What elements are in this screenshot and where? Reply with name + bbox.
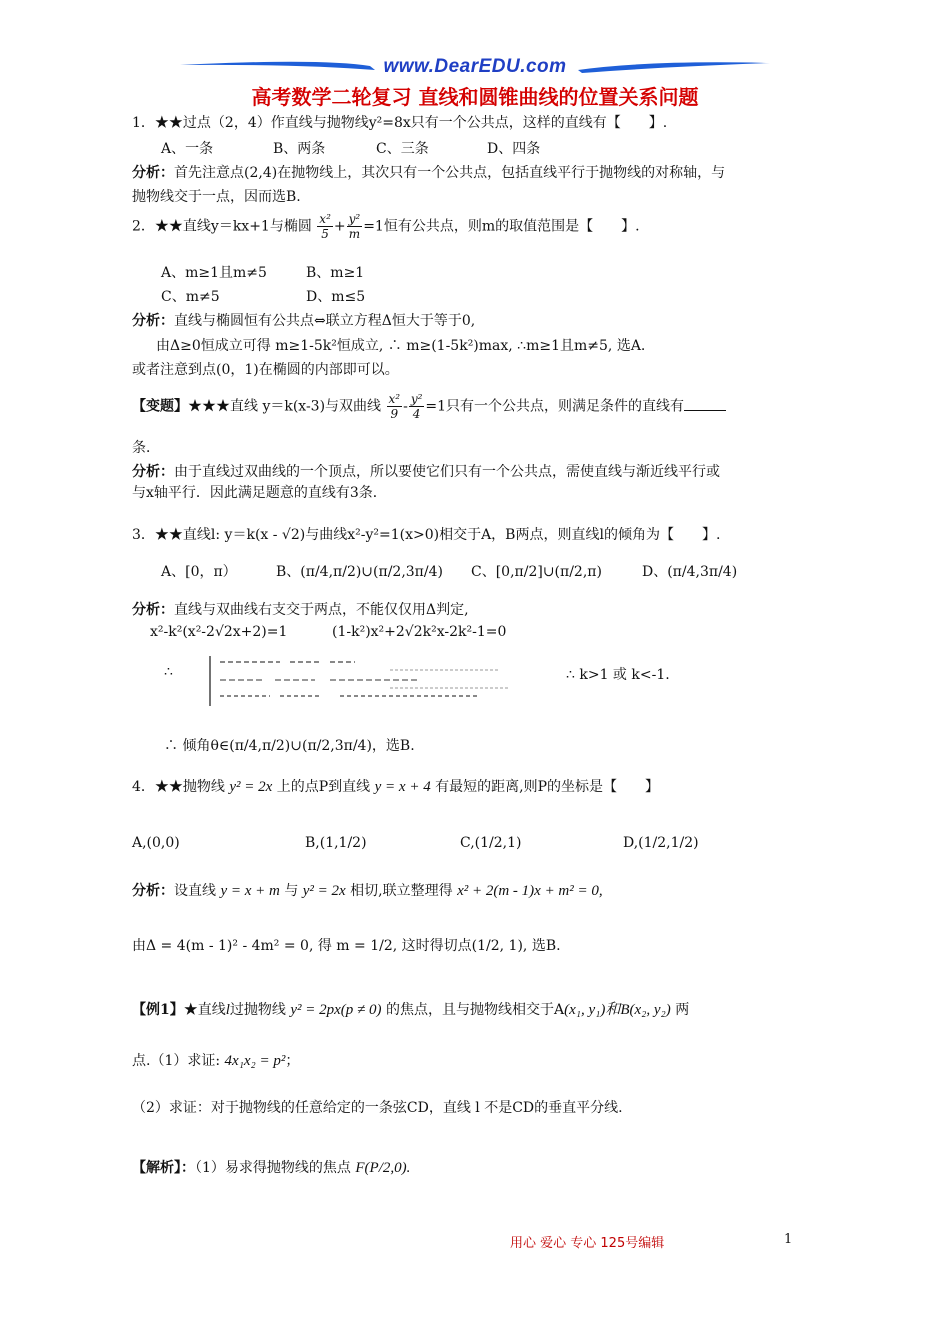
q1-analysis-line1: 首先注意点(2,4)在抛物线上，其次只有一个公共点，包括直线平行于抛物线的对称轴，与	[174, 165, 726, 181]
q2-option-b: B、m≥1	[306, 265, 365, 281]
example1-solution	[132, 1157, 410, 1177]
footer-text: 用心 爱心 专心 125号编辑	[510, 1236, 665, 1251]
page-number: 1	[784, 1232, 793, 1247]
q4-stem-b: 上的点P到直线	[276, 779, 371, 795]
example1-points: (x₁, y₁)和B(x₂, y₂)	[564, 1002, 671, 1018]
example1-parabola: y² = 2px(p ≠ 0)	[290, 1002, 382, 1018]
variant-stem-c: 条．	[132, 440, 160, 456]
q4-option-a: A,(0,0)	[132, 835, 180, 851]
example1-stem-c: 的焦点，且与抛物线相交于A	[386, 1002, 565, 1018]
variant-fraction-y: $\frac{\text{y²}}{4}$	[410, 392, 423, 421]
q2-stem-a: 2．★★直线y＝kx+1与椭圆	[132, 218, 312, 235]
page-title: 高考数学二轮复习 直线和圆锥曲线的位置关系问题	[251, 85, 699, 109]
solution-text: （1）易求得抛物线的焦点	[195, 1160, 351, 1176]
q4-analysis-line2: 由Δ = 4(m - 1)² - 4m² = 0, 得 m = 1/2, 这时得切点(1/2, 1), 选B.	[132, 938, 561, 954]
q3-option-b: B、(π/4,π/2)∪(π/2,3π/4)	[276, 564, 443, 580]
q4-stem	[132, 776, 659, 796]
q3-therefore: ∴	[164, 664, 173, 680]
q4-line: y = x + 4	[374, 779, 431, 795]
q3-option-a: A、[0，π）	[161, 564, 237, 580]
variant-analysis-line1: 由于直线过双曲线的一个顶点，所以要使它们只有一个公共点，需使直线与渐近线平行或	[174, 464, 720, 480]
q3-equation-1: x²-k²(x²-2√2x+2)=1	[150, 624, 288, 640]
q1-analysis-line2: 抛物线交于一点，因而选B.	[132, 189, 301, 205]
q2-analysis-line1: 直线与椭圆恒有公共点⇔联立方程Δ恒大于等于0,	[174, 313, 476, 329]
analysis-label: 分析：	[132, 464, 174, 480]
q4-stem-a: 4．★★抛物线	[132, 779, 225, 795]
variant-stem-b: =1只有一个公共点，则满足条件的直线有	[425, 398, 685, 415]
answer-blank[interactable]	[684, 398, 726, 411]
q3-option-c: C、[0,π/2]∪(π/2,π)	[471, 564, 602, 580]
q3-result: ∴ k>1 或 k<-1.	[566, 667, 670, 683]
example1-label: 【例1】	[132, 1002, 184, 1018]
faint-system-image	[200, 652, 520, 712]
q2-analysis-line3: 或者注意到点(0，1)在椭圆的内部即可以。	[132, 362, 399, 378]
q3-option-d: D、(π/4,3π/4)	[642, 564, 738, 580]
example1-part1	[132, 1050, 299, 1070]
q4-analysis-line: y = x + m	[220, 883, 280, 899]
example1-stem	[132, 998, 689, 1019]
q3-analysis	[132, 599, 469, 619]
analysis-label: 分析：	[132, 602, 174, 618]
q2-option-c: C、m≠5	[161, 289, 220, 305]
q2-analysis-line2: 由Δ≥0恒成立可得 m≥1-5k²恒成立, ∴ m≥(1-5k²)max, ∴m≥1且m≠5, 选A.	[156, 338, 646, 354]
q2-stem-b: =1恒有公共点，则m的取值范围是【 】.	[363, 218, 640, 235]
q4-analysis-a: 设直线	[174, 883, 216, 899]
example1-stem-b: 过抛物线	[229, 1002, 286, 1018]
q1-stem: 1．★★过点（2，4）作直线与抛物线y²=8x只有一个公共点，这样的直线有【 】.	[132, 115, 668, 131]
q4-stem-c: 有最短的距离,则P的坐标是【 】	[435, 779, 660, 795]
q2-fraction-x: $\frac{\text{x²}}{5}$	[319, 212, 331, 241]
q2-analysis	[132, 310, 475, 330]
q4-analysis-b: 与	[284, 883, 299, 899]
variant-stem: 【变题】★★★直线 y＝k(x-3)与双曲线 $\frac{\text{x²}}{9}$ - $\frac{\text{y²}}{4}$ =1只有一个公共点，则满足条件的直线有	[132, 392, 726, 421]
example1-line-symbol: l	[225, 1002, 230, 1018]
q3-equation-2: (1-k²)x²+2√2k²x-2k²-1=0	[332, 624, 507, 640]
variant-stem-a: ★★★直线 y＝k(x-3)与双曲线	[188, 398, 382, 415]
q1-option-a: A、一条	[161, 141, 214, 157]
q4-analysis	[132, 880, 603, 900]
example1-stem-d: 两	[675, 1002, 690, 1018]
analysis-label: 分析：	[132, 313, 174, 329]
analysis-label: 分析：	[132, 165, 174, 181]
site-name[interactable]: www.DearEDU.com	[383, 56, 567, 77]
variant-analysis	[132, 461, 720, 481]
q4-analysis-c: 相切,联立整理得	[350, 883, 453, 899]
q1-option-b: B、两条	[273, 141, 326, 157]
example1-part1-label: 点.（1）求证:	[132, 1053, 221, 1069]
q3-conclusion: ∴ 倾角θ∈(π/4,π/2)∪(π/2,3π/4)，选B.	[164, 738, 415, 754]
example1-semicolon: ；	[285, 1053, 300, 1069]
q2-option-a: A、m≥1且m≠5	[161, 265, 267, 281]
example1-part2: （2）求证：对于抛物线的任意给定的一条弦CD，直线 l 不是CD的垂直平分线.	[132, 1100, 623, 1116]
q4-analysis-equation: x² + 2(m - 1)x + m² = 0,	[457, 883, 603, 899]
parabola-focus: F(P/2,0).	[355, 1160, 411, 1176]
q3-inequality-system	[200, 652, 520, 712]
variant-fraction-x: $\frac{\text{x²}}{9}$	[388, 392, 401, 421]
q1-option-d: D、四条	[487, 141, 541, 157]
variant-analysis-line2: 与x轴平行．因此满足题意的直线有3条．	[132, 485, 387, 501]
analysis-label: 分析：	[132, 883, 174, 899]
q2-stem: 2．★★直线y＝kx+1与椭圆 $\frac{\text{x²}}{5}$ + $\frac{\text{y²}}{m}$ =1恒有公共点，则m的取值范围是【 】.	[132, 212, 640, 241]
q4-option-c: C,(1/2,1)	[460, 835, 522, 851]
q4-curve: y² = 2x	[229, 779, 273, 795]
variant-label: 【变题】	[132, 398, 188, 415]
q1-option-c: C、三条	[376, 141, 429, 157]
q4-option-b: B,(1,1/2)	[305, 835, 367, 851]
example1-stem-a: ★直线	[183, 1002, 226, 1018]
solution-label: 【解析】：	[132, 1160, 195, 1176]
example1-identity: 4x₁x₂ = p²	[224, 1053, 286, 1069]
q1-analysis	[132, 162, 725, 182]
q3-analysis-line1: 直线与双曲线右支交于两点，不能仅仅用Δ判定,	[174, 602, 469, 618]
q2-option-d: D、m≤5	[306, 289, 366, 305]
q4-option-d: D,(1/2,1/2)	[623, 835, 699, 851]
q3-stem: 3．★★直线l: y＝k(x - √2)与曲线x²-y²=1(x>0)相交于A，B两点，则直线l的倾角为【 】.	[132, 527, 721, 543]
q4-analysis-curve: y² = 2x	[302, 883, 346, 899]
q2-fraction-y: $\frac{\text{y²}}{m}$	[348, 212, 361, 241]
